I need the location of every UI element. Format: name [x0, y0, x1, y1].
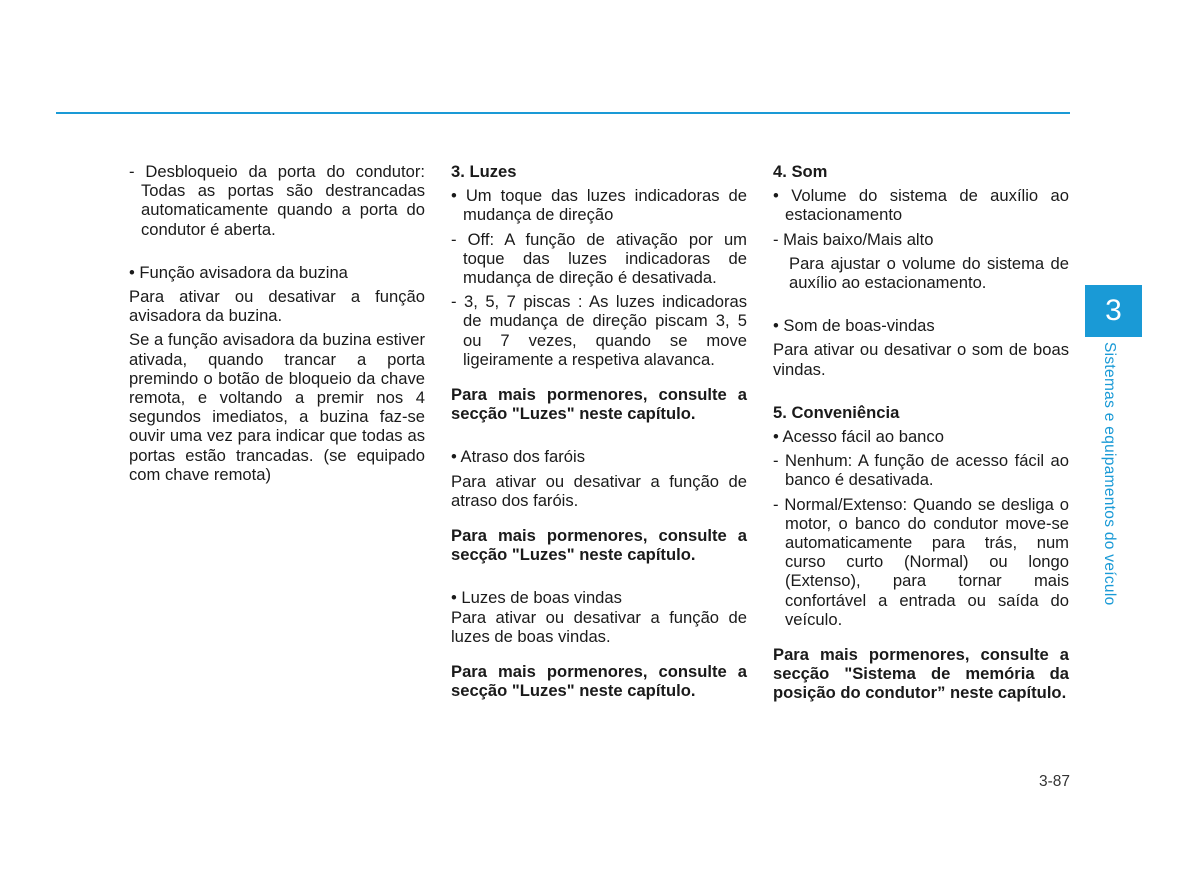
see-more-lights-3: Para mais pormenores, consulte a secção "Luzes" neste capítulo.	[451, 662, 747, 701]
headlamp-delay-paragraph: Para ativar ou desativar a função de atraso dos faróis.	[451, 471, 747, 510]
off-item: - Off: A função de ativação por um toque das luzes indicadoras de mudança de direção é desativada.	[451, 229, 747, 288]
horn-heading: • Função avisadora da buzina	[129, 262, 348, 282]
welcome-lights-paragraph: Para ativar ou desativar a função de luzes de boas vindas.	[451, 607, 747, 646]
welcome-lights-item: • Luzes de boas vindas	[451, 588, 622, 608]
welcome-sound-paragraph: Para ativar ou desativar o som de boas vindas.	[773, 340, 1069, 379]
page-number: 3-87	[1038, 773, 1070, 790]
parking-volume-item: • Volume do sistema de auxílio ao estacionamento	[773, 186, 1069, 225]
chapter-title-text: Sistemas e equipamentos do veículo	[1101, 342, 1118, 606]
lights-heading: 3. Luzes	[451, 162, 517, 181]
turn-signal-item: • Um toque das luzes indicadoras de mudança de direção	[451, 186, 747, 225]
horn-paragraph-2: Se a função avisadora da buzina estiver ativada, quando trancar a porta premindo o botão de bloqueio da chave remota, e voltando a premir nos 4 segundos imediatos, a buzina faz-se ouvir uma vez para indicar que todas as portas estão trancadas. (se equipado com chave remota)	[129, 330, 425, 484]
column-right	[773, 162, 1069, 703]
volume-level-paragraph: Para ajustar o volume do sistema de auxílio ao estacionamento.	[789, 253, 1069, 293]
seat-easy-access-item: • Acesso fácil ao banco	[773, 427, 944, 447]
horn-paragraph-1: Para ativar ou desativar a função avisadora da buzina.	[129, 287, 425, 326]
headlamp-delay-item: • Atraso dos faróis	[451, 447, 586, 467]
normal-extended-item: - Normal/Extenso: Quando se desliga o motor, o banco do condutor move-se automaticamente para trás, num curso curto (Normal) ou longo (Extenso), para tornar mais confortável a entrada ou saída do veículo.	[773, 494, 1069, 629]
see-more-lights-1: Para mais pormenores, consulte a secção "Luzes" neste capítulo.	[451, 385, 747, 424]
header-rule	[56, 112, 1070, 114]
door-unlock-item: - Desbloqueio da porta do condutor: Todas as portas são destrancadas automaticamente quando a porta do condutor é aberta.	[129, 162, 425, 239]
blink-count-item: - 3, 5, 7 piscas : As luzes indicadoras de mudança de direção piscam 3, 5 ou 7 vezes, quando se move ligeiramente a respetiva alavanca.	[451, 292, 747, 369]
chapter-title-vertical	[1096, 342, 1122, 617]
volume-level-item: - Mais baixo/Mais alto	[773, 229, 934, 249]
see-more-memory: Para mais pormenores, consulte a secção "Sistema de memória da posição do condutor” neste capítulo.	[773, 645, 1069, 703]
convenience-heading: 5. Conveniência	[773, 402, 900, 422]
sound-heading: 4. Som	[773, 162, 828, 181]
welcome-sound-item: • Som de boas-vindas	[773, 316, 935, 336]
chapter-tab: 3	[1085, 285, 1142, 337]
see-more-lights-2: Para mais pormenores, consulte a secção "Luzes" neste capítulo.	[451, 526, 747, 565]
column-middle	[451, 162, 747, 700]
column-left	[129, 162, 425, 484]
none-option-item: - Nenhum: A função de acesso fácil ao banco é desativada.	[773, 451, 1069, 490]
